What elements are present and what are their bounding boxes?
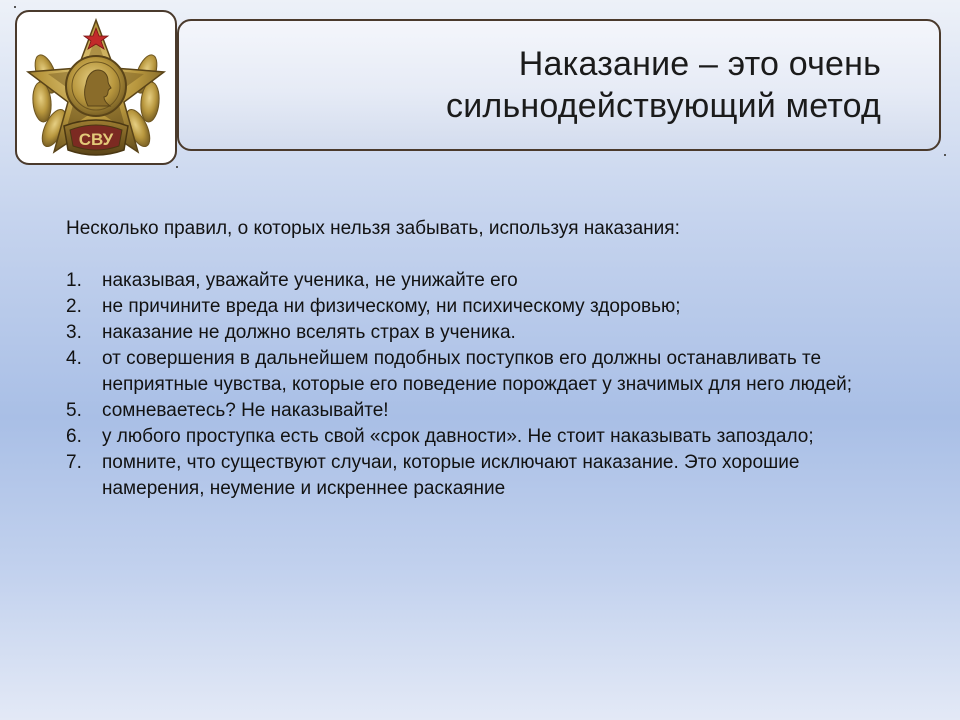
list-item-text: не причините вреда ни физическому, ни психическому здоровью; bbox=[102, 296, 681, 317]
list-item-text: у любого проступка есть свой «срок давности». Не стоит наказывать запоздало; bbox=[102, 426, 814, 447]
list-item-number: 6. bbox=[66, 426, 82, 447]
list-item-number: 4. bbox=[66, 348, 82, 369]
list-item-number: 7. bbox=[66, 452, 82, 473]
rules-list bbox=[66, 268, 906, 502]
list-item-number: 2. bbox=[66, 296, 82, 317]
list-item bbox=[66, 346, 906, 398]
military-badge-icon bbox=[24, 14, 168, 164]
frame-corner-dot bbox=[14, 6, 16, 8]
list-item bbox=[66, 424, 906, 450]
slide-title-line-2: сильнодействующий метод bbox=[446, 87, 881, 125]
slide-body bbox=[66, 216, 906, 502]
svg-text:СВУ: СВУ bbox=[78, 130, 114, 149]
list-item bbox=[66, 398, 906, 424]
list-item-text: от совершения в дальнейшем подобных поступков его должны останавливать те неприятные чувства, которые его поведение порождает у значимых для него людей; bbox=[102, 348, 853, 395]
list-item bbox=[66, 294, 906, 320]
list-item-text: помните, что существуют случаи, которые исключают наказание. Это хорошие намерения, неумение и искреннее раскаяние bbox=[102, 452, 800, 499]
list-item bbox=[66, 320, 906, 346]
list-item bbox=[66, 268, 906, 294]
list-item-number: 5. bbox=[66, 400, 82, 421]
slide-title bbox=[446, 43, 881, 127]
title-frame bbox=[177, 19, 941, 151]
list-item-text: наказывая, уважайте ученика, не унижайте его bbox=[102, 270, 518, 291]
list-item-number: 1. bbox=[66, 270, 82, 291]
list-item-number: 3. bbox=[66, 322, 82, 343]
frame-corner-dot bbox=[944, 154, 946, 156]
list-item-text: наказание не должно вселять страх в ученика. bbox=[102, 322, 516, 343]
logo-frame bbox=[15, 10, 177, 165]
slide-title-line-1: Наказание – это очень bbox=[518, 45, 881, 83]
list-item-text: сомневаетесь? Не наказывайте! bbox=[102, 400, 389, 421]
intro-text: Несколько правил, о которых нельзя забывать, используя наказания: bbox=[66, 218, 680, 239]
frame-corner-dot bbox=[176, 166, 178, 168]
list-item bbox=[66, 450, 906, 502]
